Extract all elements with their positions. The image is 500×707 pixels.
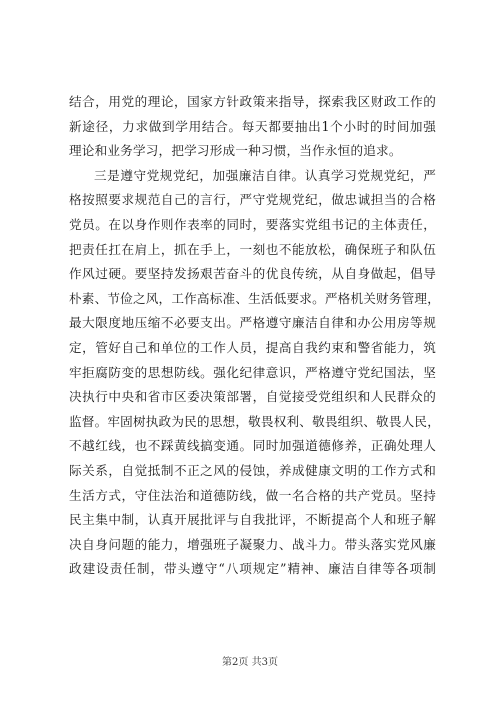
text-line: 新途径，力求做到学用结合。每天都要抽出1个小时的时间加强 (69, 118, 436, 134)
text-line: 最大限度地压缩不必要支出。严格遵守廉洁自律和办公用房等规 (69, 315, 436, 331)
text-line: 牢拒腐防变的思想防线。强化纪律意识，严格遵守党纪国法，坚 (69, 364, 436, 380)
text-line: 作风过硬。要坚持发扬艰苦奋斗的优良传统，从自身做起，倡导 (69, 266, 436, 282)
text-line: 监督。牢固树执政为民的思想，敬畏权利、敬畏组织、敬畏人民， (69, 413, 441, 429)
text-line: 决自身问题的能力，增强班子凝聚力、战斗力。带头落实党风廉 (69, 536, 436, 552)
paragraph-start-line: 三是遵守党规党纪，加强廉洁自律。认真学习党规党纪，严 (94, 167, 436, 183)
text-line: 结合，用党的理论，国家方针政策来指导，探索我区财政工作的 (69, 94, 436, 109)
text-line: 政建设责任制，带头遵守“八项规定”精神、廉洁自律等各项制 (69, 561, 436, 577)
page-number-footer: 第2页 共3页 (222, 657, 278, 668)
body-text (69, 90, 441, 582)
text-line: 党员。在以身作则作表率的同时，要落实党组书记的主体责任， (69, 216, 436, 232)
text-line: 朴素、节俭之风，工作高标准、生活低要求。严格机关财务管理， (69, 290, 441, 306)
text-line: 际关系，自觉抵制不正之风的侵蚀，养成健康文明的工作方式和 (69, 462, 436, 478)
text-line: 不越红线，也不踩黄线搞变通。同时加强道德修养，正确处理人 (69, 438, 436, 454)
text-line: 生活方式，守住法治和道德防线，做一名合格的共产党员。坚持 (69, 487, 436, 503)
text-line: 定，管好自己和单位的工作人员，提高自我约束和警省能力，筑 (69, 339, 436, 355)
text-line: 民主集中制，认真开展批评与自我批评，不断提高个人和班子解 (69, 512, 436, 528)
text-line: 把责任扛在肩上，抓在手上，一刻也不能放松，确保班子和队伍 (69, 241, 436, 257)
text-line: 决执行中央和省市区委决策部署，自觉接受党组织和人民群众的 (69, 389, 436, 405)
text-line: 理论和业务学习，把学习形成一种习惯，当作永恒的追求。 (69, 143, 402, 159)
text-line: 格按照要求规范自己的言行，严守党规党纪，做忠诚担当的合格 (69, 192, 436, 208)
